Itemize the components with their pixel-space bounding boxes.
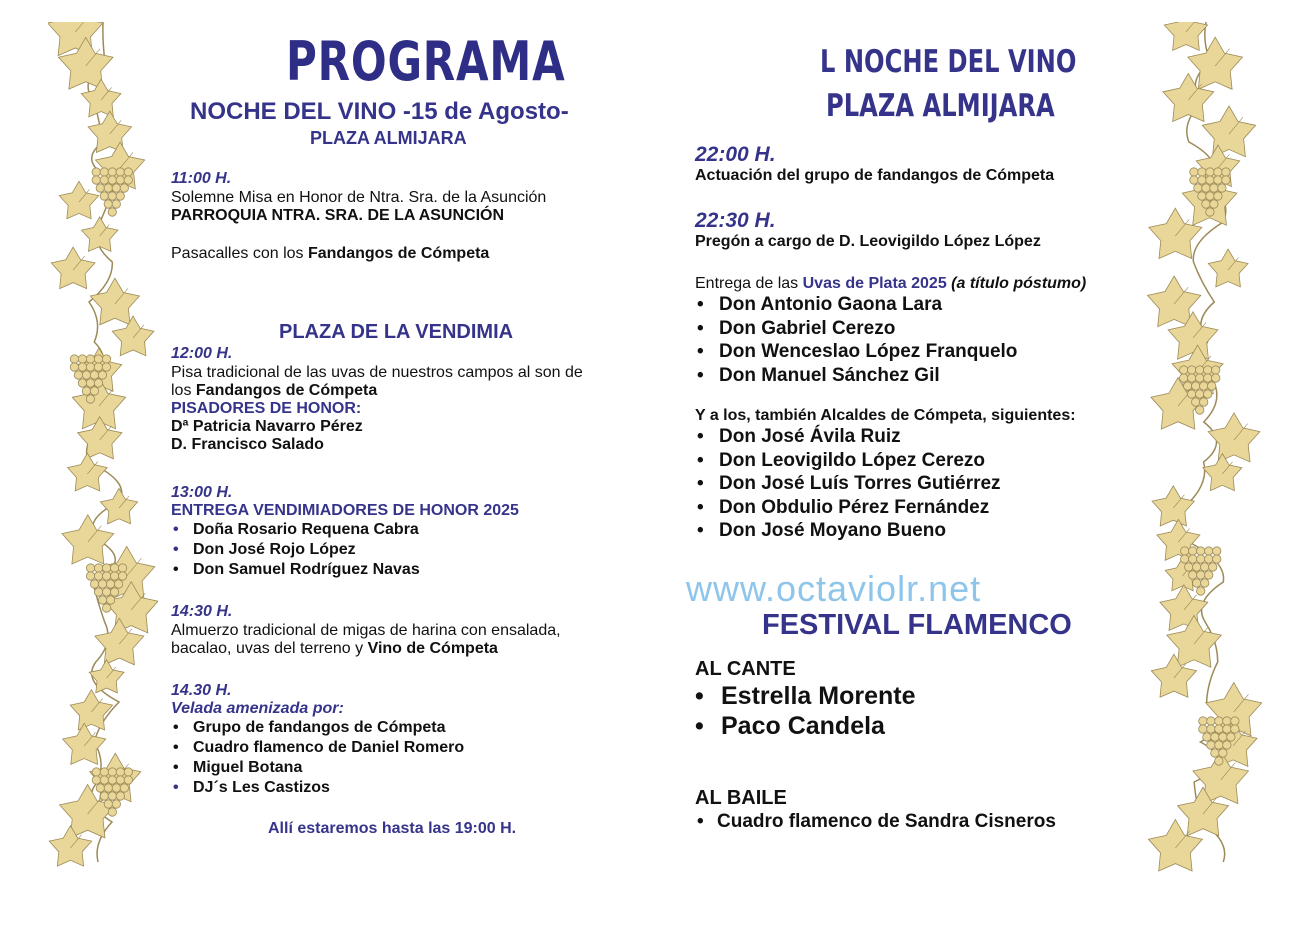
- parish-text: PARROQUIA NTRA. SRA. DE LA ASUNCIÓN: [171, 207, 505, 224]
- alcaldes-block: [695, 407, 1076, 543]
- event-text: Pregón a cargo de D. Leovigildo López López: [695, 233, 1041, 250]
- almuerzo-bold: Vino de Cómpeta: [367, 640, 498, 657]
- list-item: • DJ´s Les Castizos: [171, 778, 464, 798]
- left-subtitle: NOCHE DEL VINO -15 de Agosto-: [190, 98, 569, 125]
- list-item: • Don José Moyano Bueno: [695, 519, 1076, 543]
- list-item: • Don José Ávila Ruiz: [695, 425, 1076, 449]
- uvas-prefix: Entrega de las: [695, 275, 803, 292]
- uvas-highlight: Uvas de Plata 2025: [802, 275, 947, 292]
- almuerzo-text-2: [171, 640, 561, 658]
- list-item: • Don Gabriel Cerezo: [695, 317, 1086, 341]
- velada-list: [171, 718, 464, 798]
- pisa-text-2: [171, 382, 583, 400]
- pasacalles-prefix: Pasacalles con los: [171, 245, 308, 262]
- watermark-url: www.octaviolr.net: [686, 568, 982, 609]
- program-title: PROGRAMA: [286, 30, 566, 93]
- list-item: • Don Leovigildo López Cerezo: [695, 449, 1076, 473]
- time-label: 14.30 H.: [171, 682, 232, 699]
- block-1100: [171, 170, 546, 263]
- uvas-suffix: (a título póstumo): [946, 275, 1087, 292]
- cante-label: AL CANTE: [695, 658, 796, 680]
- pisa-prefix: los: [171, 382, 196, 399]
- grapevine-left-icon: [48, 22, 158, 880]
- baile-label: AL BAILE: [695, 787, 787, 809]
- block-velada: [171, 682, 464, 798]
- alcaldes-label: Y a los, también Alcaldes de Cómpeta, siguientes:: [695, 407, 1076, 424]
- list-item: • Don Obdulio Pérez Fernández: [695, 496, 1076, 520]
- list-item: • Don Manuel Sánchez Gil: [695, 364, 1086, 388]
- list-item: • Estrella Morente: [695, 681, 916, 711]
- event-2230: [695, 209, 1041, 251]
- vendimiadores-list: [171, 520, 519, 580]
- time-label: 14:30 H.: [171, 603, 233, 620]
- time-label: 11:00 H.: [171, 170, 232, 187]
- block-1200: [171, 345, 583, 454]
- time-label: 22:00 H.: [695, 143, 776, 166]
- honor-label: PISADORES DE HONOR:: [171, 400, 362, 417]
- baile-list: [695, 810, 1056, 834]
- right-title: L NOCHE DEL VINO: [820, 44, 1077, 80]
- closing-text: Allí estaremos hasta las 19:00 H.: [268, 820, 517, 837]
- grapevine-right-icon: [1146, 22, 1266, 880]
- list-item: • Miguel Botana: [171, 758, 464, 778]
- uvas-list: [695, 293, 1086, 387]
- list-item: • Don José Rojo López: [171, 540, 519, 560]
- pasacalles-bold: Fandangos de Cómpeta: [307, 245, 490, 262]
- block-1300: [171, 484, 519, 580]
- list-item: • Don Samuel Rodríguez Navas: [171, 560, 519, 580]
- list-item: • Paco Candela: [695, 711, 916, 741]
- almuerzo-text: Almuerzo tradicional de migas de harina con ensalada,: [171, 622, 561, 639]
- uvas-block: [695, 275, 1086, 387]
- velada-label: Velada amenizada por:: [171, 700, 344, 717]
- mass-text: Solemne Misa en Honor de Ntra. Sra. de la Asunción: [171, 189, 547, 206]
- list-item: • Don Antonio Gaona Lara: [695, 293, 1086, 317]
- list-item: • Doña Rosario Requena Cabra: [171, 520, 519, 540]
- vendimiadores-label: ENTREGA VENDIMIADORES DE HONOR 2025: [171, 502, 519, 519]
- list-item: • Don José Luís Torres Gutiérrez: [695, 472, 1076, 496]
- pisa-bold: Fandangos de Cómpeta: [195, 382, 378, 399]
- pisa-text: Pisa tradicional de las uvas de nuestros campos al son de: [171, 364, 583, 381]
- festival-title: FESTIVAL FLAMENCO: [762, 609, 1072, 641]
- event-2200: [695, 143, 1054, 185]
- list-item: • Grupo de fandangos de Cómpeta: [171, 718, 464, 738]
- cante-list: [695, 681, 916, 741]
- section-vendimia: PLAZA DE LA VENDIMIA: [279, 321, 514, 343]
- time-label: 22:30 H.: [695, 209, 776, 232]
- honor-name: D. Francisco Salado: [171, 436, 324, 453]
- almuerzo-prefix: bacalao, uvas del terreno y: [171, 640, 368, 657]
- list-item: • Cuadro flamenco de Daniel Romero: [171, 738, 464, 758]
- uvas-label: [695, 275, 1086, 293]
- event-text: Actuación del grupo de fandangos de Cómpeta: [695, 167, 1055, 184]
- honor-name: Dª Patricia Navarro Pérez: [171, 418, 363, 435]
- list-item: • Don Wenceslao López Franquelo: [695, 340, 1086, 364]
- right-venue: PLAZA ALMIJARA: [826, 88, 1055, 124]
- block-1430: [171, 603, 561, 658]
- alcaldes-list: [695, 425, 1076, 543]
- cante-block: [695, 658, 916, 741]
- left-subtitle-venue: PLAZA ALMIJARA: [310, 128, 467, 148]
- time-label: 12:00 H.: [171, 345, 233, 362]
- pasacalles-text: [171, 245, 546, 263]
- list-item: • Cuadro flamenco de Sandra Cisneros: [695, 810, 1056, 834]
- baile-block: [695, 787, 1056, 834]
- time-label: 13:00 H.: [171, 484, 233, 501]
